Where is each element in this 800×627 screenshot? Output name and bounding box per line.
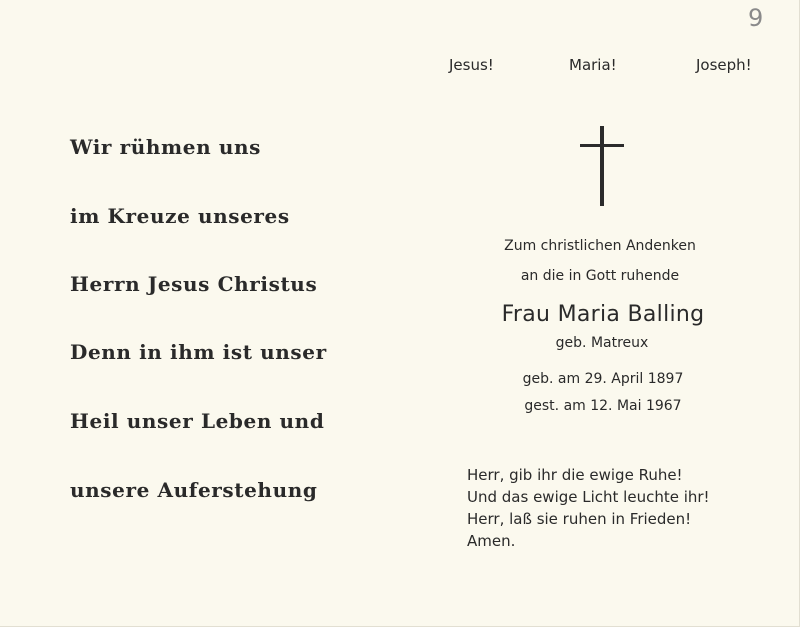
- verse-line: im Kreuze unseres: [70, 204, 290, 228]
- header-joseph: Joseph!: [696, 56, 752, 74]
- verse-line: Heil unser Leben und: [70, 409, 325, 433]
- memorial-intro-line2: an die in Gott ruhende: [520, 268, 680, 284]
- death-date: gest. am 12. Mai 1967: [524, 398, 682, 414]
- prayer-line: Herr, gib ihr die ewige Ruhe!: [467, 466, 683, 484]
- prayer-line: Amen.: [467, 532, 516, 550]
- memorial-intro-line1: Zum christlichen Andenken: [504, 238, 696, 254]
- birth-date: geb. am 29. April 1897: [522, 371, 684, 387]
- prayer-block: [467, 464, 710, 552]
- prayer-line: Herr, laß sie ruhen in Frieden!: [467, 510, 692, 528]
- verse-line: Denn in ihm ist unser: [70, 340, 327, 364]
- header-jesus: Jesus!: [449, 56, 494, 74]
- cross-icon: [580, 126, 624, 206]
- deceased-name: Frau Maria Balling: [501, 302, 705, 327]
- verse-line: unsere Auferstehung: [70, 478, 318, 502]
- maiden-name: geb. Matreux: [555, 335, 649, 351]
- verse-line: Herrn Jesus Christus: [70, 272, 318, 296]
- verse-line: Wir rühmen uns: [70, 135, 261, 159]
- prayer-line: Und das ewige Licht leuchte ihr!: [467, 488, 710, 506]
- page-number: 9: [748, 4, 764, 32]
- header-maria: Maria!: [569, 56, 617, 74]
